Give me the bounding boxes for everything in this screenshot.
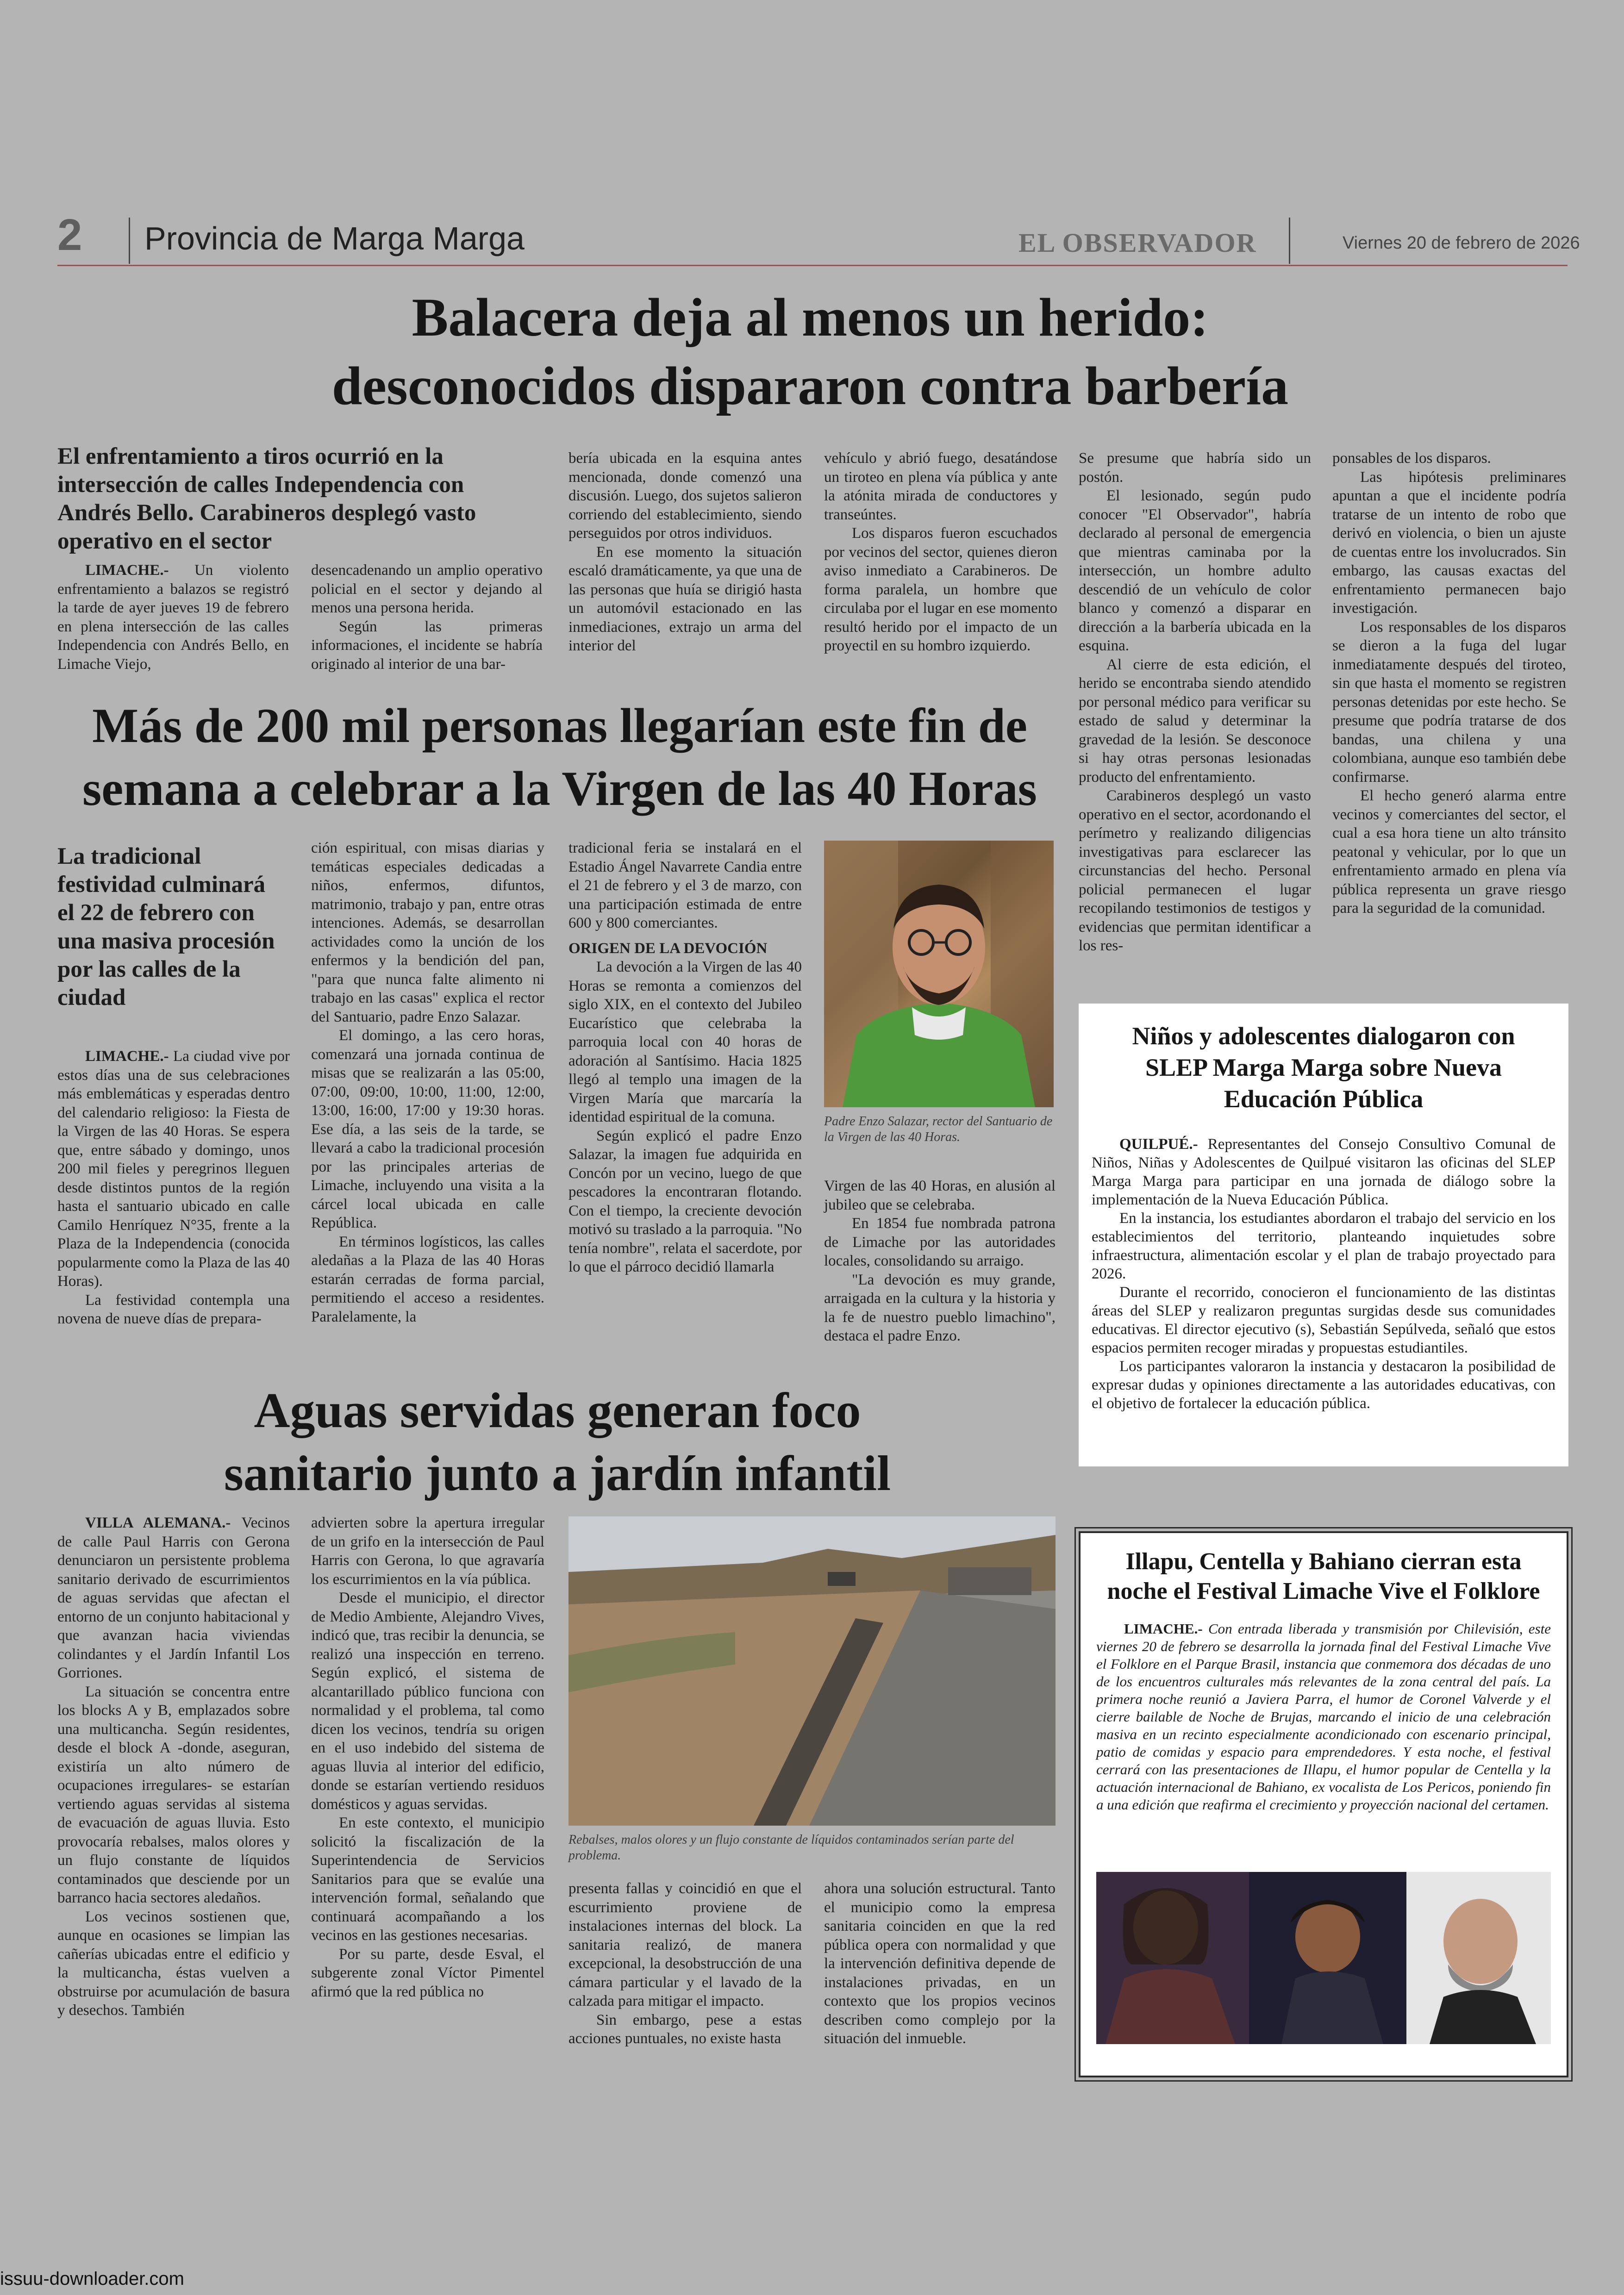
article-headline [57,694,1062,820]
paragraph: presenta fallas y coincidió en que el escurrimiento proviene de instalaciones internas del block. La sanitaria realizó, de manera excepcional, la desobstrucción de una cámara particular y el lavado de la calzada para mitigar el impacto. [568,1880,802,2009]
column [311,839,544,1326]
artists-collage [1096,1872,1551,2044]
paragraph: Los participantes valoraron la instancia y destacaron la posibilidad de expresar dudas y opiniones directamente a las autoridades educativas, con el objetivo de fortalecer la educación pública. [1092,1358,1555,1412]
paragraph: Al cierre de esta edición, el herido se encontraba siendo atendido por personal médico para verificar su estado de salud y determinar la gravedad de la lesión. Se desconoce si hay otras personas lesionadas producto del enfrentamiento. [1079,656,1311,786]
dateline: LIMACHE.- [1124,1621,1203,1637]
paragraph: Según las primeras informaciones, el incidente se habría originado al interior de una bar- [311,618,543,673]
column [568,449,802,655]
paragraph: ción espiritual, con misas diarias y temáticas especiales dedicadas a niños, enfermos, difuntos, matrimonio, trabajo y pan, entre otras intenciones. Además, se desarrollan actividades como la unción de los enfermos y la bendición del pan, "para que nunca falte alimento ni trabajo en las casas" explica el rector del Santuario, padre Enzo Salazar. [311,840,544,1025]
priest-portrait [824,841,1054,1107]
paragraph: En 1854 fue nombrada patrona de Limache por las autoridades locales, consolidando su arraigo. [824,1215,1056,1269]
paragraph: En términos logísticos, las calles aledañas a la Plaza de las 40 Horas estarán cerradas de forma parcial, permitiendo el acceso a residentes. Paralelamente, la [311,1233,544,1325]
article-headline [139,283,1481,420]
box-body [1096,1620,1551,1814]
priest-photo [824,841,1054,1107]
page-number: 2 [57,210,82,260]
sewage-photo [568,1516,1056,1826]
paragraph: En la instancia, los estudiantes abordaron el trabajo del servicio en los establecimientos del territorio, planteando inquietudes sobre infraestructura, alimentación escolar y el plan de trabajo proyectado para 2026. [1092,1210,1555,1282]
column [311,1514,544,2001]
paragraph: Los responsables de los disparos se dieron a la fuga del lugar inmediatamente después del tiroteo, sin que hasta el momento se registren personas detenidas por este hecho. Se presume que podría tratarse de dos bandas, una chilena y una colombiana, aunque eso también debe confirmarse. [1332,618,1566,786]
paragraph: La ciudad vive por estos días una de sus celebraciones más emblemáticas y esperadas dentro del calendario religioso: la Fiesta de la Virgen de las 40 Horas. Se espera que, entre sábado y domingo, unos 200 mil fieles y peregrinos lleguen desde distintos puntos de la región hasta el santuario ubicado en calle Camilo Henríquez N°35, frente a la Plaza de la Independencia (conocida popularmente como la Plaza de las 40 Horas). [57,1048,290,1290]
dateline: VILLA ALEMANA.- [85,1515,231,1531]
column [57,1514,290,2020]
headline-line: desconocidos dispararon contra barbería [331,355,1289,416]
column [57,561,289,674]
column [824,1177,1056,1346]
column [1079,449,1311,955]
masthead: EL OBSERVADOR [1018,228,1257,258]
dateline: QUILPUÉ.- [1119,1136,1198,1153]
paragraph: Por su parte, desde Esval, el subgerente zonal Víctor Pimentel afirmó que la red pública no [311,1946,544,2000]
photo-caption: Padre Enzo Salazar, rector del Santuario de la Virgen de las 40 Horas. [824,1114,1053,1144]
news-box-slep [1079,1004,1568,1466]
box-body [1092,1135,1555,1413]
dateline: LIMACHE.- [85,1048,169,1065]
paragraph: ahora una solución estructural. Tanto el municipio como la empresa sanitaria coinciden en que la red pública opera con normalidad y que la intervención definitiva depende de instalaciones privadas, en un contexto que los propios vecinos describen como complejo por la situación del inmueble. [824,1880,1056,2047]
header-divider [129,218,130,264]
box-title: Illapu, Centella y Bahiano cierran esta noche el Festival Limache Vive el Folklore [1107,1548,1540,1604]
section-title: Provincia de Marga Marga [144,220,525,256]
paragraph: Durante el recorrido, conocieron el funcionamiento de las distintas áreas del SLEP y realizaron preguntas surgidas desde sus comunidades educativas. El director ejecutivo (s), Sebastián Sepúlveda, señaló que estos espacios permiten recoger miradas y propuestas estudiantiles. [1092,1284,1555,1356]
article-subheadline: La tradicional festividad culminará el 22 de febrero con una masiva procesión por las calles de la ciudad [57,843,275,1010]
paragraph: ponsables de los disparos. [1332,450,1491,467]
news-box-festival [1079,1531,1568,2077]
paragraph: Se presume que habría sido un postón. [1079,450,1311,486]
headline-line: sanitario junto a jardín infantil [224,1446,891,1501]
photo-caption: Rebalses, malos olores y un flujo constante de líquidos contaminados serían parte del problema. [568,1833,1014,1863]
paragraph: La situación se concentra entre los blocks A y B, emplazados sobre una multicancha. Según residentes, desde el block A -donde, aseguran, existiría un alto número de ocupaciones irregulares- se estarían vertiendo aguas servidas al sistema de evacuación de aguas lluvia. Esto provocaría rebalses, malos olores y un flujo constante de líquidos contaminados que desciende por un barranco hacia sectores aledaños. [57,1683,290,1906]
box-title: Niños y adolescentes dialogaron con SLEP Marga Marga sobre Nueva Educación Pública [1132,1022,1515,1113]
column [57,1047,290,1328]
paragraph: Los vecinos sostienen que, aunque en ocasiones se limpian las cañerías ubicadas entre el edificio y la multicancha, éstas vuelven a obstruirse por acumulación de basura y desechos. También [57,1908,290,2019]
headline-line: Más de 200 mil personas llegarían este fin de [92,698,1027,753]
paragraph: En este contexto, el municipio solicitó la fiscalización de la Superintendencia de Servicios Sanitarios para que se evalúe una intervención formal, señalando que continuará acompañando a los vecinos en las gestiones necesarias. [311,1815,544,1944]
paragraph: La festividad contempla una novena de nueve días de prepara- [57,1291,290,1327]
paragraph: advierten sobre la apertura irregular de un grifo en la intersección de Paul Harris con Gerona, lo que agravaría los escurrimientos en la vía pública. [311,1515,544,1588]
paragraph: tradicional feria se instalará en el Estadio Ángel Navarrete Candia entre el 21 de febrero y el 3 de marzo, con una participación estimada de entre 600 y 800 comerciantes. [568,840,802,931]
paragraph: Sin embargo, pese a estas acciones puntuales, no existe hasta [568,2011,802,2047]
headline-line: semana a celebrar a la Virgen de las 40 Horas [82,761,1037,816]
column [568,1879,802,2048]
watermark: issuu-downloader.com [0,2269,184,2289]
paragraph: El hecho generó alarma entre vecinos y comerciantes del sector, el cual a esa hora tiene un alto tránsito peatonal y vehicular, por lo que un enfrentamiento armado en plena vía pública representa un grave riesgo para la seguridad de la comunidad. [1332,787,1566,917]
column [824,449,1057,655]
column [311,561,543,674]
column [1332,449,1566,918]
headline-line: Aguas servidas generan foco [254,1383,861,1438]
paragraph: Según explicó el padre Enzo Salazar, la imagen fue adquirida en Concón por un vecino, luego de que pescadores la encontraran flotando. Con el tiempo, la creciente devoción motivó su traslado a la parroquia. "No tenía nombre", relata el sacerdote, por lo que el párroco decidió llamarla [568,1127,802,1275]
section-heading: ORIGEN DE LA DEVOCIÓN [568,940,768,957]
header-divider-2 [1289,218,1290,264]
column [824,1879,1056,2048]
paragraph: Con entrada liberada y transmisión por Chilevisión, este viernes 20 de febrero se desarrolla la jornada final del Festival Limache Vive el Folklore en el Parque Brasil, instancia que conmemora dos décadas de uno de los encuentros culturales más relevantes de la zona central del país. La primera noche reunió a Javiera Parra, el humor de Coronel Valverde y el cierre bailable de Noche de Brujas, marcando el inicio de una celebración masiva en un recinto especialmente acondicionado con escenario principal, patio de comidas y espacio para emprendedores. Y esta noche, el festival cerrará con las presentaciones de Illapu, el humor popular de Centella y la actuación internacional de Bahiano, ex vocalista de Los Pericos, poniendo fin a una edición que reafirma el crecimiento y proyección nacional del certamen. [1096,1621,1551,1813]
paragraph: Las hipótesis preliminares apuntan a que el incidente podría tratarse de un intento de robo que derivó en violencia, o bien un ajuste de cuentas entre los involucrados. Sin embargo, las causas exactas del enfrentamiento permanecen bajo investigación. [1332,468,1566,617]
paragraph: Vecinos de calle Paul Harris con Gerona denunciaron un persistente problema sanitario derivado de escurrimientos de aguas servidas que afectan el entorno de un conjunto habitacional y que avanzan hacia viviendas colindantes y el Jardín Infantil Los Gorriones. [57,1515,290,1681]
artists-photo [1096,1872,1551,2044]
article-subheadline: El enfrentamiento a tiros ocurrió en la intersección de calles Independencia con Andrés Bello. Carabineros desplegó vasto operativo en el sector [57,443,476,554]
paragraph: desencadenando un amplio operativo policial en el sector y dejando al menos una persona herida. [311,562,543,616]
column [568,839,802,1277]
paragraph: Los disparos fueron escuchados por vecinos del sector, quienes dieron aviso inmediato a Carabineros. De forma paralela, un hombre que circulaba por el lugar en ese momento resultó herido por el impacto de un proyectil en su hombro izquierdo. [824,525,1057,654]
paragraph: Un violento enfrentamiento a balazos se registró la tarde de ayer jueves 19 de febrero en plena intersección de las calles Independencia con Andrés Bello, en Limache Viejo, [57,562,289,673]
paragraph: "La devoción es muy grande, arraigada en la cultura y la historia y la fe de nuestro pueblo limachino", destaca el padre Enzo. [824,1271,1056,1344]
issue-date: Viernes 20 de febrero de 2026 [1343,233,1580,253]
paragraph: Desde el municipio, el director de Medio Ambiente, Alejandro Vives, indicó que, tras recibir la denuncia, se realizó una inspección en terreno. Según explicó, el sistema de alcantarillado público funciona con normalidad y el problema, tal como dicen los vecinos, tendría su origen en el uso indebido del sistema de aguas lluvia al interior del edificio, donde se estarían vertiendo residuos domésticos y aguas servidas. [311,1590,544,1813]
paragraph: El lesionado, según pudo conocer "El Observador", habría declarado al personal de emergencia que mientras caminaba por la intersección, un hombre adulto descendió de un vehículo de color blanco y comenzó a disparar en dirección a la barbería ubicada en la esquina. [1079,487,1311,654]
paragraph: Representantes del Consejo Consultivo Comunal de Niños, Niñas y Adolescentes de Quilpué visitaron las oficinas del SLEP Marga Marga para participar en una jornada de diálogo sobre la implementación de la Nueva Educación Pública. [1092,1136,1556,1208]
street-scene [568,1516,1056,1826]
paragraph: vehículo y abrió fuego, desatándose un tiroteo en plena vía pública y ante la atónita mirada de conductores y transeúntes. [824,450,1057,523]
headline-line: Balacera deja al menos un herido: [412,287,1209,348]
paragraph: Carabineros desplegó un vasto operativo en el sector, acordonando el perímetro y realizando diligencias investigativas para esclarecer las circunstancias del hecho. Personal policial permanecen el lugar recopilando testimonios de testigos y evidencias que permitan identificar a los res- [1079,787,1311,954]
paragraph: La devoción a la Virgen de las 40 Horas se remonta a comienzos del siglo XIX, en el contexto del Jubileo Eucarístico que celebraba la parroquia local con 40 horas de adoración al Santísimo. Hacia 1825 llegó al templo una imagen de la Virgen María que marcaría la identidad espiritual de la comuna. [568,959,802,1125]
dateline: LIMACHE.- [85,562,169,579]
paragraph: En ese momento la situación escaló dramáticamente, ya que una de las personas que huía se dirigió hasta un automóvil estacionado en las inmediaciones, extrajo un arma del interior del [568,543,802,654]
paragraph: El domingo, a las cero horas, comenzará una jornada continua de misas que se realizarán a las 05:00, 07:00, 09:00, 10:00, 11:00, 12:00, 13:00, 16:00, 17:00 y 19:30 horas. Ese día, a las seis de la tarde, se llevará a cabo la tradicional procesión por las principales arterias de Limache, incluyendo una visita a la cárcel local ubicada en calle República. [311,1027,544,1231]
paragraph: Virgen de las 40 Horas, en alusión al jubileo que se celebraba. [824,1178,1056,1213]
article-headline [57,1379,1057,1505]
paragraph: bería ubicada en la esquina antes mencionada, donde comenzó una discusión. Luego, dos sujetos salieron corriendo del establecimiento, siendo perseguidos por otros individuos. [568,450,802,542]
header-rule [57,265,1568,266]
